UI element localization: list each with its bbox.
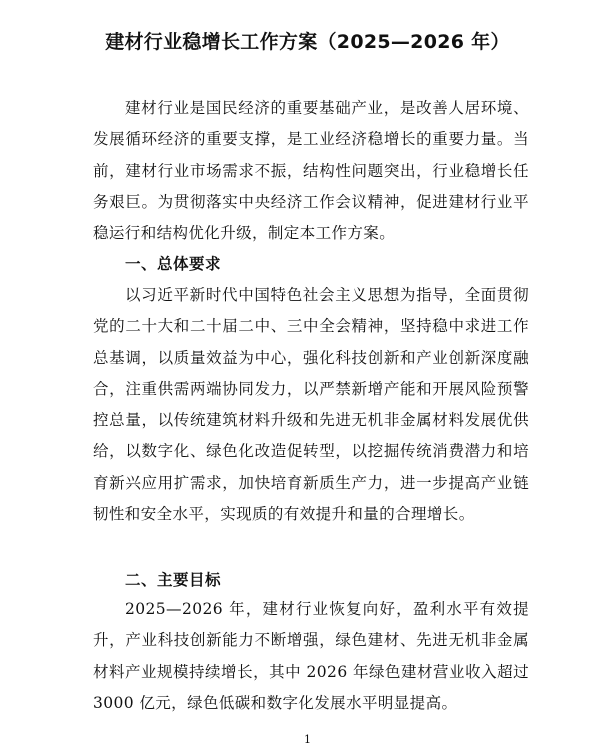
general-requirements-paragraph: 以习近平新时代中国特色社会主义思想为指导，全面贯彻党的二十大和二十届二中、三中全会精神，坚持稳中求进工作总基调，以质量效益为中心，强化科技创新和产业创新深度融合，注重供需两端协同发力，以严禁新增产能和开展风险预警控总量，以传统建筑材料升级和先进无机非金属材料发展优供给，以数字化、绿色化改造促转型，以挖掘传统消费潜力和培育新兴应用扩需求，加快培育新质生产力，进一步提高产业链韧性和安全水平，实现质的有效提升和量的合理增长。 [93, 286, 529, 524]
document-title: 建材行业稳增长工作方案（2025—2026 年） [105, 31, 510, 53]
page-number: 1 [304, 733, 311, 746]
main-goals-paragraph: 2025—2026 年，建材行业恢复向好，盈利水平有效提升，产业科技创新能力不断增强，绿色建材、先进无机非金属材料产业规模持续增长，其中 2026 年绿色建材营业收入超过 3000 亿元，绿色低碳和数字化发展水平明显提高。 [93, 600, 529, 712]
section-heading-general-requirements: 一、总体要求 [125, 255, 222, 273]
section-heading-main-goals: 二、主要目标 [125, 571, 222, 589]
intro-paragraph: 建材行业是国民经济的重要基础产业，是改善人居环境、发展循环经济的重要支撑，是工业经济稳增长的重要力量。当前，建材行业市场需求不振，结构性问题突出，行业稳增长任务艰巨。为贯彻落实中央经济工作会议精神，促进建材行业平稳运行和结构优化升级，制定本工作方案。 [93, 99, 529, 243]
